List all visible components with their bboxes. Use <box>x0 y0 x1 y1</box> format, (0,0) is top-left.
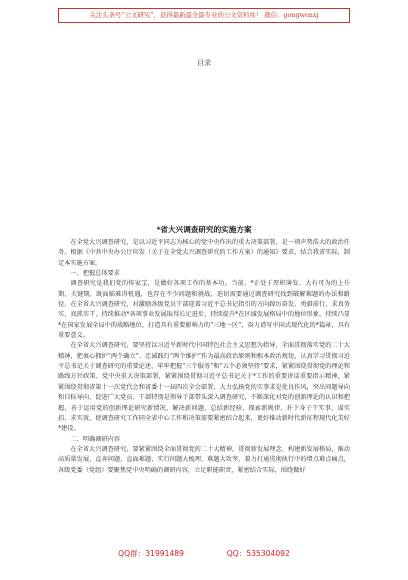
paragraph: 在全省大兴调查研究，要坚持以习近平新时代中国特色社会主义思想为指导，全面贯彻落实党的二十大精神，把衷心拥护“两个确立”、忠诚践行“两个维护”作为最高政治原则和根本政治规矩，认真学习贯彻习近平总书记关于调查研究的重要论述，牢牢把握“三个服务”和“五个必须坚持”要求，紧紧围绕贯彻党的理论和路线方针政策、党中央重大决策部署，紧紧围绕贯彻习近平总书记关于*工作的重要讲话重要指示精神，紧紧围绕贯彻省第十一次党代会和省委十一届四次全会部署，大力弘扬党的实事求是优良作风，突出问题导向和目标导向，促进广大党员、干部特别是领导干部带头深入调查研究，不断深化对党的创新理论的认识和把握，善于运用党的创新理论研究新情况、解决新问题，总结新经验、探索新规律，扑下身子干实事、谋实招、求实效，使调查研究工作同全省中心工作和决策需要紧密结合起来，更好推动新时代新征程现代化美好*建设。 <box>58 342 350 433</box>
document-title: *省大兴调查研究的实施方案 <box>156 225 252 234</box>
contact-footer <box>0 548 408 559</box>
qq-group: QQ群：31991489 <box>118 549 184 558</box>
toc-heading: 目录 <box>197 59 211 67</box>
paragraph: 调查研究是我们党的传家宝，是做好各项工作的基本功。当前，*正处于厚积薄发、大有可为的上升期、关键期，既面临难得机遇，也存在不少问题和挑战，迫切需要通过调查研究找到破解难题的办法和路径。在全省大兴调查研究，对激励各级党员干部迎着习近平总书记指引的方向踔厉奋发、勇毅前行，求真务实、真抓实干，持续推动*各项事业发展取得长足进步，持续提升*在区域发展格局中的地位形象，持续凸显*在国家发展全局中的战略地位，打造具有重要影响力的“三地一区”，奋力谱写中国式现代化的*篇章，具有重要意义。 <box>58 280 350 340</box>
promo-banner-text: 关注头条号“公文研究”，获得最新最全最专业的公文资料库！ 微信：gongwenxj <box>89 11 319 19</box>
paragraph: 在全党大兴调查研究，是以习近平同志为核心的党中央作出的重大决策部署，是一项声势浩大的政治任务。根据《中共中央办公厅印发（关于在全党大兴调查研究的工作方案）的通知》要求，结合我省实际，制定本实施方案。 <box>58 239 350 267</box>
promo-banner <box>58 8 350 23</box>
qq-number: QQ：535304092 <box>226 549 290 558</box>
document-body <box>58 238 350 476</box>
paragraph: 在全省大兴调查研究，要紧紧围绕全面贯彻党的二十大精神，贯彻新发展理念、构建新发展格局，推动高质量发展，直奔问题、直面难题，实行问题大梳理、难题大攻坚，着力打通贯彻执行中的堵点难点痛点，各级党委（党组）要聚焦党中央明确的调研内容，立足职能职责，紧密结合实际，围绕做好 <box>58 445 350 474</box>
section-heading: 二、明确调研内容 <box>70 435 120 443</box>
section-heading: 一、把握总体要求 <box>70 270 120 278</box>
